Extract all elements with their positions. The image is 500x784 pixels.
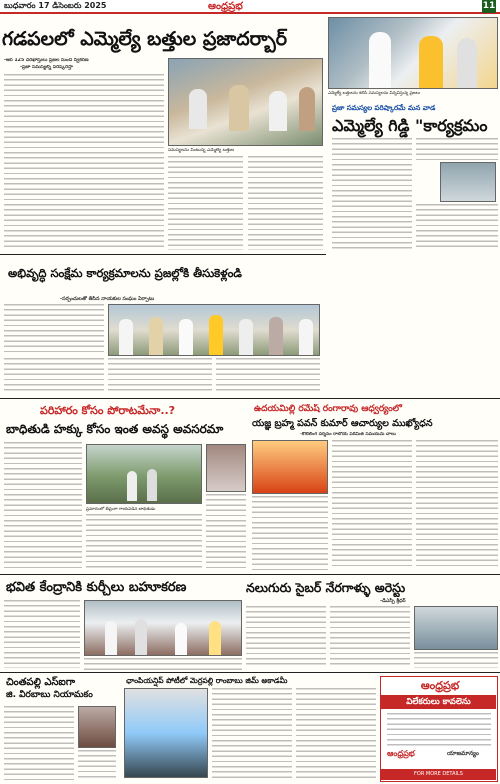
story7-photo bbox=[414, 606, 498, 650]
story8-photo bbox=[78, 706, 116, 748]
story3-body-col4 bbox=[216, 358, 320, 394]
story7-body-col2 bbox=[330, 606, 410, 668]
story2-body-col1 bbox=[332, 138, 412, 250]
story5-body-col2 bbox=[332, 440, 412, 570]
story6-headline: భవిత కేంద్రానికి కుర్చీలు బహూకరణ bbox=[6, 580, 187, 595]
ad-footer: FOR MORE DETAILS bbox=[381, 769, 496, 780]
story8-body-col1 bbox=[4, 706, 74, 780]
story2-photo bbox=[328, 17, 498, 89]
story2-kicker: ప్రజా సమస్యల పరిష్కారమే మన వాడ bbox=[332, 104, 436, 112]
story1-body-col3 bbox=[248, 156, 323, 250]
story4-kicker: పరిహారం కోసం పోరాటమేనా..? bbox=[40, 404, 176, 417]
story7-sub: -డిఎస్పీ శ్రీధర్ bbox=[380, 598, 406, 604]
story1-caption: సమస్యలను వింటున్న ఎమ్మెల్యే బత్తుల bbox=[168, 148, 235, 153]
story4-headline: బాధితుడి హక్కు కోసం ఇంత అవస్థ అవసరమా bbox=[6, 422, 224, 436]
story4-caption: ప్రమాదంలో తీవ్రంగా గాయపడిన బాధితుడు bbox=[86, 506, 156, 511]
story6-body-col2 bbox=[84, 658, 242, 670]
ad-tag: యాజమాన్యం bbox=[447, 750, 479, 757]
story7-body-col3 bbox=[414, 652, 498, 668]
story3-body-col3 bbox=[108, 358, 212, 394]
story9-photo bbox=[124, 688, 208, 778]
divider-2 bbox=[0, 398, 500, 399]
story3-headline: అభివృద్ధి సంక్షేమ కార్యక్రమాలను ప్రజల్లోకి తీసుకెళ్లండి bbox=[8, 266, 242, 280]
story4-body-col1 bbox=[4, 442, 82, 570]
ad-body-text bbox=[387, 713, 491, 747]
divider-1 bbox=[0, 254, 326, 255]
story8-body-col2 bbox=[78, 750, 116, 780]
story6-photo bbox=[84, 600, 242, 656]
story4-body-col3 bbox=[206, 494, 246, 570]
story4-photo bbox=[86, 444, 202, 504]
story3-sub: -సర్పంచులతో తీసిన నాయకుల సంఘం ఏర్పాటు bbox=[60, 296, 155, 302]
issue-date: బుధవారం 17 డిసెంబరు 2025 bbox=[4, 1, 107, 10]
story9-body-col1 bbox=[212, 688, 292, 778]
story2-photo-caption: ఎమ్మెల్యే బత్తులను కలిసి సమస్యలను విన్నవిస్తున్న ప్రజలు bbox=[328, 90, 421, 95]
story5-headline: యజ్ఞ బ్రహ్మ పవన్ కుమార్ ఆచార్యుల ముఖ్యోధన bbox=[252, 418, 433, 429]
story2-headline: ఎమ్మెల్యే గిడ్డి "కార్యక్రమం bbox=[332, 116, 488, 135]
ad-title: విలేకరులు కావలెను bbox=[381, 695, 496, 709]
story1-sub2: -ప్రజా సమస్యల్ని పరిష్కరిస్తా bbox=[20, 65, 73, 70]
divider-3 bbox=[0, 574, 500, 575]
story1-body-col2 bbox=[168, 156, 243, 250]
story2-body-col2 bbox=[416, 138, 498, 160]
ad-brand: ఆంధ్రప్రభ bbox=[420, 679, 460, 692]
story5-body-col3 bbox=[416, 440, 498, 570]
story5-body-col1 bbox=[252, 496, 328, 570]
story2-body-col3 bbox=[416, 204, 498, 250]
story4-body-col2 bbox=[86, 514, 202, 570]
story6-body-col1 bbox=[4, 600, 80, 668]
divider-4 bbox=[0, 672, 500, 673]
story4-inset-photo bbox=[206, 444, 246, 492]
story2-inset-photo bbox=[440, 162, 496, 202]
ad-brand2: ఆంధ్రప్రభ bbox=[387, 749, 415, 758]
story1-headline: గడపలలో ఎమ్మెల్యే బత్తుల ప్రజాదర్బార్ bbox=[2, 28, 287, 50]
story8-headline: చింతపల్లి ఎస్ఐగా bbox=[6, 677, 76, 688]
story9-headline: ఛాంపియన్షిప్ పోటీలో మెర్రపల్లి రాంబాబు జిమ్ అకాడమీ bbox=[126, 676, 288, 685]
story5-kicker: ఉదయమిల్లి రమేష్ రంగారావు ఆధ్వర్యంలో bbox=[254, 404, 402, 414]
story3-body-col1 bbox=[4, 304, 104, 356]
story1-photo bbox=[168, 58, 323, 146]
page-number: 11 bbox=[482, 1, 496, 11]
story1-body-col1 bbox=[4, 74, 164, 250]
story5-photo bbox=[252, 440, 328, 494]
recruitment-ad bbox=[380, 676, 498, 782]
story7-headline: నలుగురు సైబర్ నేరగాళ్ళు అరెస్టు bbox=[246, 580, 406, 595]
story7-body-col1 bbox=[246, 606, 326, 668]
story5-sub: -కోటిలింగ దర్శనం రాబోయే పరిమిత సమయమే చాలు bbox=[300, 432, 396, 437]
story9-body-col2 bbox=[296, 688, 376, 778]
story1-sub1: -ఆర్ 125 దరఖాస్తులు ప్రజల నుంచి స్వీకరణ bbox=[4, 58, 89, 63]
paper-name: ఆంధ్రప్రభ bbox=[208, 1, 243, 12]
story3-photo bbox=[108, 304, 320, 356]
story8-headline2: జి. వీరబాబు నియామకం bbox=[6, 690, 93, 700]
story3-body-col2 bbox=[4, 358, 104, 394]
